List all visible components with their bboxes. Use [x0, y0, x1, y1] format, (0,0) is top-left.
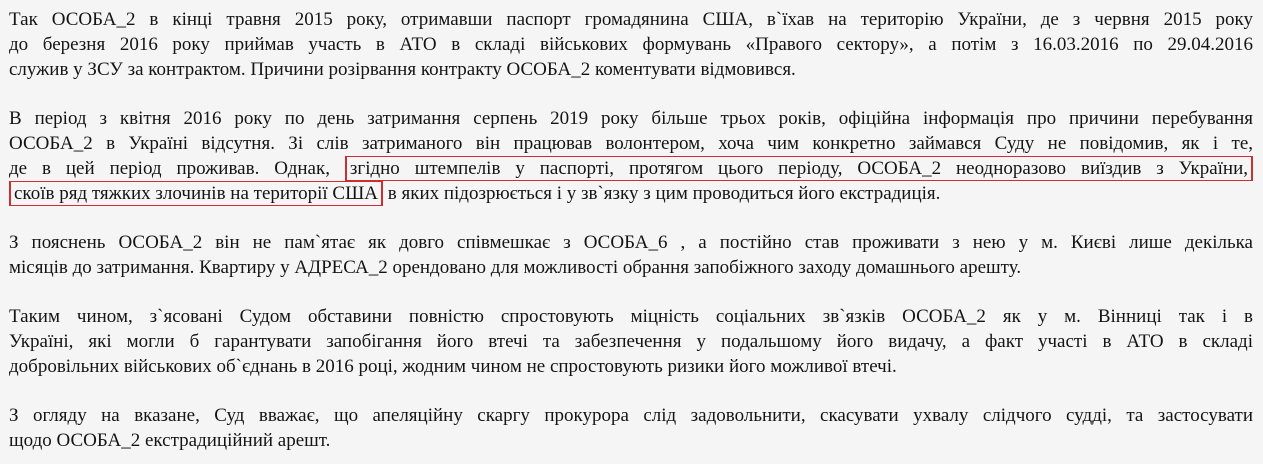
text-segment: в яких підозрюється і у зв`язку з цим проводиться його екстрадиція.	[383, 183, 941, 204]
text-line	[9, 57, 1253, 82]
text-segment: З огляду на вказане, Суд вважає, що апеляційну скаргу прокурора слід задовольнити, скасувати ухвалу слідчого судді, та застосувати	[9, 405, 1253, 426]
text-segment: до березня 2016 року приймав участь в АТО в складі військових формувань «Правого сектору», а потім з 16.03.2016 по 29.04.2016	[9, 34, 1253, 55]
text-line	[9, 329, 1253, 354]
paragraph	[9, 403, 1253, 453]
text-line	[9, 354, 1253, 379]
text-line	[9, 131, 1253, 156]
text-segment: Таким чином, з`ясовані Судом обставини повністю спростовують міцність соціальних зв`язків ОСОБА_2 як у м. Вінниці так і в	[9, 306, 1253, 327]
text-line	[9, 403, 1253, 428]
text-segment: де в цей період проживав. Однак,	[9, 158, 345, 179]
paragraph	[9, 106, 1253, 206]
text-segment: З пояснень ОСОБА_2 він не пам`ятає як довго співмешкає з ОСОБА_6 , а постійно став проживати з нею у м. Києві лише декілька	[9, 232, 1253, 253]
text-line	[9, 255, 1253, 280]
text-line	[9, 230, 1253, 255]
text-line	[9, 156, 1253, 181]
text-line	[9, 106, 1253, 131]
text-line	[9, 304, 1253, 329]
paragraph	[9, 230, 1253, 280]
text-segment: добровільних військових об`єднань в 2016 році, жодним чином не спростовують ризики його можливої втечі.	[9, 356, 897, 377]
text-segment: щодо ОСОБА_2 екстрадиційний арешт.	[9, 430, 331, 451]
text-segment: ОСОБА_2 в Україні відсутня. Зі слів затриманого він працював волонтером, хоча чим конкретно займався Суду не повідомив, як і те,	[9, 133, 1253, 154]
text-segment: Україні, які могли б гарантувати запобігання його втечі та забезпечення у подальшому його видачу, а факт участі в АТО в складі	[9, 331, 1253, 352]
text-line	[9, 181, 1253, 206]
text-segment: В період з квітня 2016 року по день затримання серпень 2019 року більше трьох років, офіційна інформація про причини перебування	[9, 108, 1253, 129]
text-segment: служив у ЗСУ за контрактом. Причини розірвання контракту ОСОБА_2 коментувати відмовився.	[9, 59, 796, 80]
text-line	[9, 428, 1253, 453]
text-line	[9, 32, 1253, 57]
paragraph	[9, 7, 1253, 82]
red-annotation-box: скоїв ряд тяжких злочинів на території США	[9, 181, 383, 206]
paragraph	[9, 304, 1253, 379]
text-segment: Так ОСОБА_2 в кінці травня 2015 року, отримавши паспорт громадянина США, в`їхав на територію України, де з червня 2015 року	[9, 9, 1253, 30]
text-segment: місяців до затримання. Квартиру у АДРЕСА_2 орендовано для можливості обрання запобіжного заходу домашнього арешту.	[9, 257, 1022, 278]
text-line	[9, 7, 1253, 32]
red-annotation-box: згідно штемпелів у паспорті, протягом цього періоду, ОСОБА_2 неодноразово виїздив з України,	[345, 156, 1253, 181]
